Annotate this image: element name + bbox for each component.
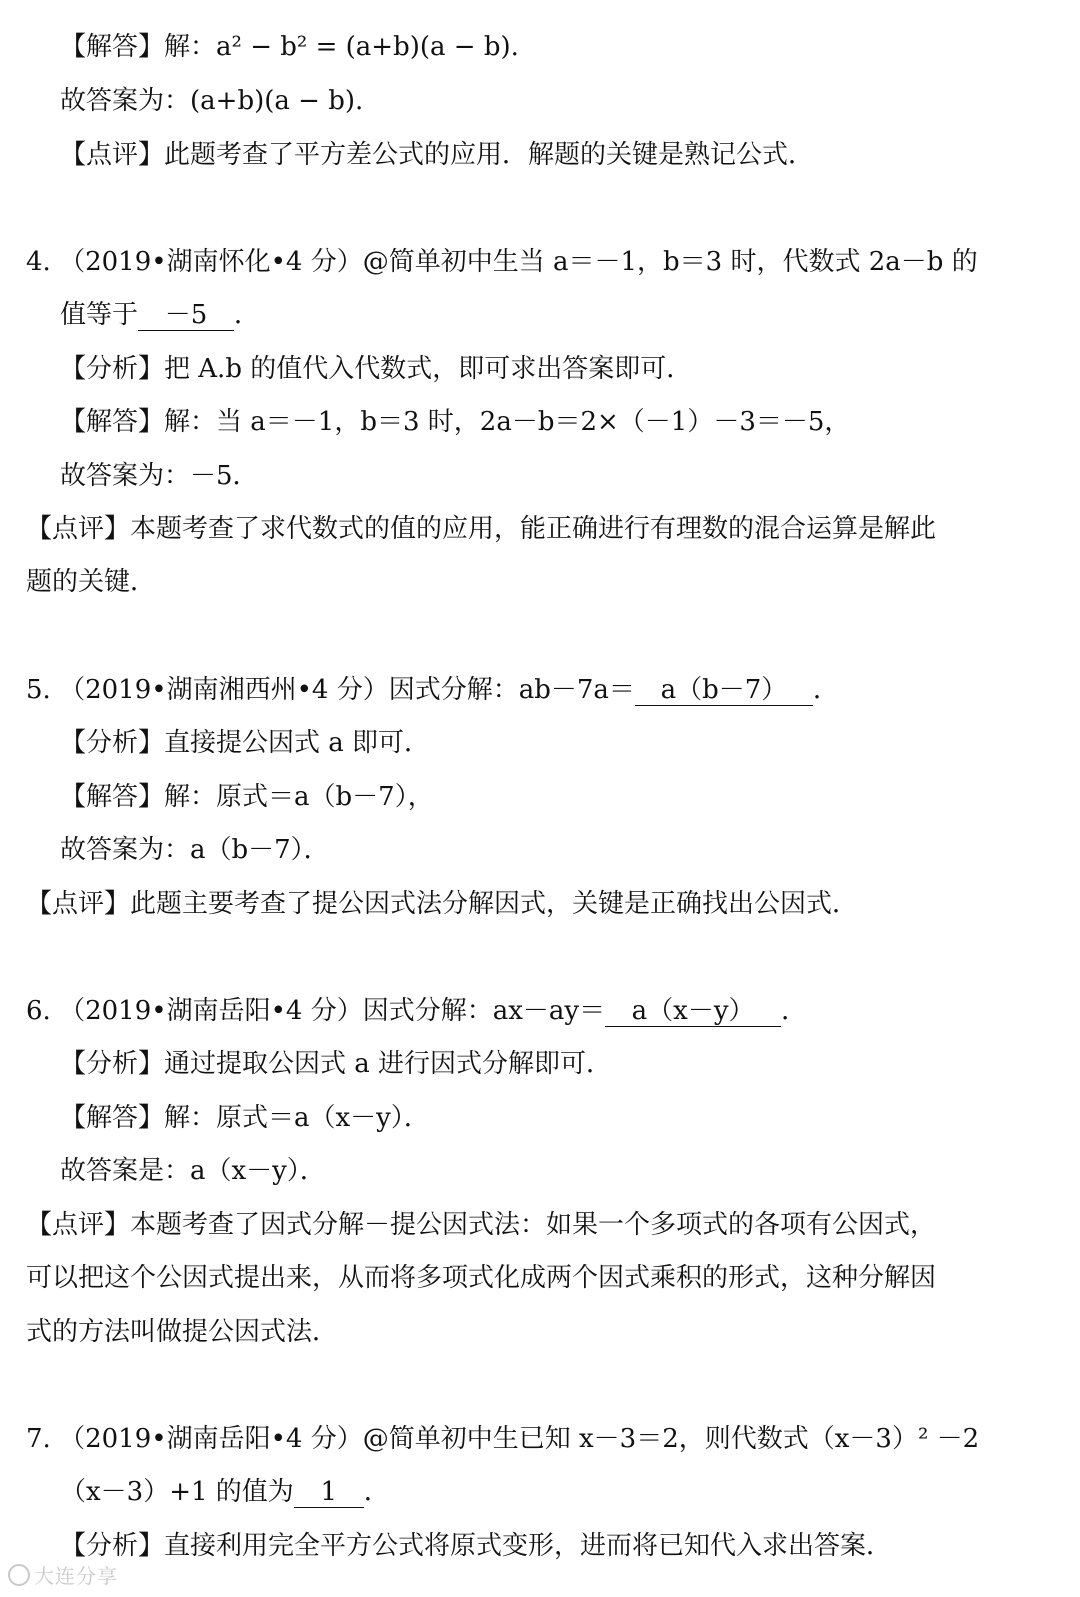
- q6-comment-line-1: [26, 1208, 936, 1242]
- q4-answer-line: [60, 405, 850, 439]
- question-stem: @简单初中生已知 x－3＝2，则代数式（x－3）² －2: [362, 1424, 980, 1454]
- question-stem: 值等于: [60, 300, 139, 330]
- comment-label: 【点评】: [60, 140, 165, 170]
- q7-stem-line-1: [26, 1422, 979, 1456]
- analysis-label: 【分析】: [60, 1531, 165, 1561]
- q5-answer-line: [60, 780, 434, 814]
- comment-text: 可以把这个公因式提出来，从而将多项式化成两个因式乘积的形式，这种分解因: [26, 1263, 937, 1293]
- q7-analysis-line: [60, 1529, 892, 1563]
- stem-end: ．: [363, 1477, 390, 1507]
- watermark: [8, 1560, 118, 1589]
- answer-label: 【解答】: [60, 782, 165, 812]
- q4-stem-line-2: [60, 298, 260, 332]
- final-answer-text: 故答案为：a（b－7）．: [60, 835, 330, 865]
- q4-stem-line-1: [26, 245, 978, 279]
- analysis-label: 【分析】: [60, 728, 165, 758]
- question-source: （2019•湖南湘西州•4 分）: [59, 675, 389, 705]
- comment-text: 本题考查了因式分解－提公因式法：如果一个多项式的各项有公因式，: [130, 1210, 937, 1240]
- watermark-text: 大连分享: [34, 1564, 118, 1588]
- analysis-text: 直接利用完全平方公式将原式变形，进而将已知代入求出答案．: [164, 1531, 893, 1561]
- question-number: 5.: [26, 675, 51, 705]
- analysis-text: 把 A.b 的值代入代数式，即可求出答案即可．: [164, 354, 693, 384]
- q4-analysis-line: [60, 352, 692, 386]
- answer-lead: 解：: [164, 32, 217, 62]
- q6-stem-line: [26, 994, 807, 1028]
- q3-answer-line: [60, 30, 519, 64]
- final-label: 故答案为：: [60, 86, 191, 116]
- question-number: 6.: [26, 996, 51, 1026]
- comment-text: 题的关键．: [26, 567, 157, 597]
- q3-final-answer: [60, 84, 363, 118]
- q6-analysis-line: [60, 1047, 612, 1081]
- final-expression: (a+b)(a − b).: [190, 86, 364, 116]
- comment-label: 【点评】: [26, 514, 131, 544]
- q4-comment-line-2: [26, 565, 156, 599]
- final-answer-text: 故答案为：－5．: [60, 461, 259, 491]
- question-stem: 因式分解：ax－ay＝: [362, 996, 606, 1026]
- question-stem: （x－3）+1 的值为: [60, 1477, 294, 1507]
- q7-stem-line-2: [60, 1475, 390, 1509]
- question-stem: 因式分解：ab－7a＝: [388, 675, 635, 705]
- q5-final-answer: [60, 833, 330, 867]
- q4-final-answer: [60, 459, 259, 493]
- answer-blank: 1: [294, 1477, 364, 1508]
- watermark-logo-icon: [8, 1564, 30, 1586]
- answer-text: 解：当 a＝－1，b＝3 时，2a－b＝2×（－1）－3＝－5，: [164, 407, 851, 437]
- final-answer-text: 故答案是：a（x－y）．: [60, 1156, 326, 1186]
- q5-stem-line: [26, 673, 839, 707]
- answer-expression: a² − b² = (a+b)(a − b).: [216, 32, 519, 62]
- q4-comment-line-1: [26, 512, 936, 546]
- comment-text: 此题考查了平方差公式的应用．解题的关键是熟记公式．: [164, 140, 815, 170]
- question-source: （2019•湖南岳阳•4 分）: [59, 1424, 363, 1454]
- question-source: （2019•湖南岳阳•4 分）: [59, 996, 363, 1026]
- comment-label: 【点评】: [26, 889, 131, 919]
- stem-end: ．: [812, 675, 839, 705]
- comment-text: 式的方法叫做提公因式法．: [26, 1317, 339, 1347]
- comment-text: 本题考查了求代数式的值的应用，能正确进行有理数的混合运算是解此: [130, 514, 937, 544]
- answer-text: 解：原式＝a（b－7），: [164, 782, 434, 812]
- answer-label: 【解答】: [60, 1103, 165, 1133]
- answer-blank: a（b－7）: [635, 675, 813, 706]
- q6-answer-line: [60, 1101, 430, 1135]
- q6-final-answer: [60, 1154, 326, 1188]
- q5-analysis-line: [60, 726, 430, 760]
- comment-label: 【点评】: [26, 1210, 131, 1240]
- analysis-label: 【分析】: [60, 1049, 165, 1079]
- answer-text: 解：原式＝a（x－y）．: [164, 1103, 430, 1133]
- answer-blank: a（x－y）: [605, 996, 781, 1027]
- question-number: 7.: [26, 1424, 51, 1454]
- comment-text: 此题主要考查了提公因式法分解因式，关键是正确找出公因式．: [130, 889, 859, 919]
- answer-label: 【解答】: [60, 407, 165, 437]
- analysis-text: 直接提公因式 a 即可．: [164, 728, 431, 758]
- stem-end: ．: [781, 996, 808, 1026]
- q5-comment-line: [26, 887, 858, 921]
- answer-label: 【解答】: [60, 32, 165, 62]
- stem-end: ．: [234, 300, 261, 330]
- q6-comment-line-2: [26, 1261, 936, 1295]
- question-stem: @简单初中生当 a＝－1，b＝3 时，代数式 2a－b 的: [362, 247, 978, 277]
- analysis-text: 通过提取公因式 a 进行因式分解即可．: [164, 1049, 613, 1079]
- question-number: 4.: [26, 247, 51, 277]
- analysis-label: 【分析】: [60, 354, 165, 384]
- answer-blank: －5: [138, 300, 234, 331]
- q6-comment-line-3: [26, 1315, 338, 1349]
- question-source: （2019•湖南怀化•4 分）: [59, 247, 363, 277]
- q3-comment-line: [60, 138, 814, 172]
